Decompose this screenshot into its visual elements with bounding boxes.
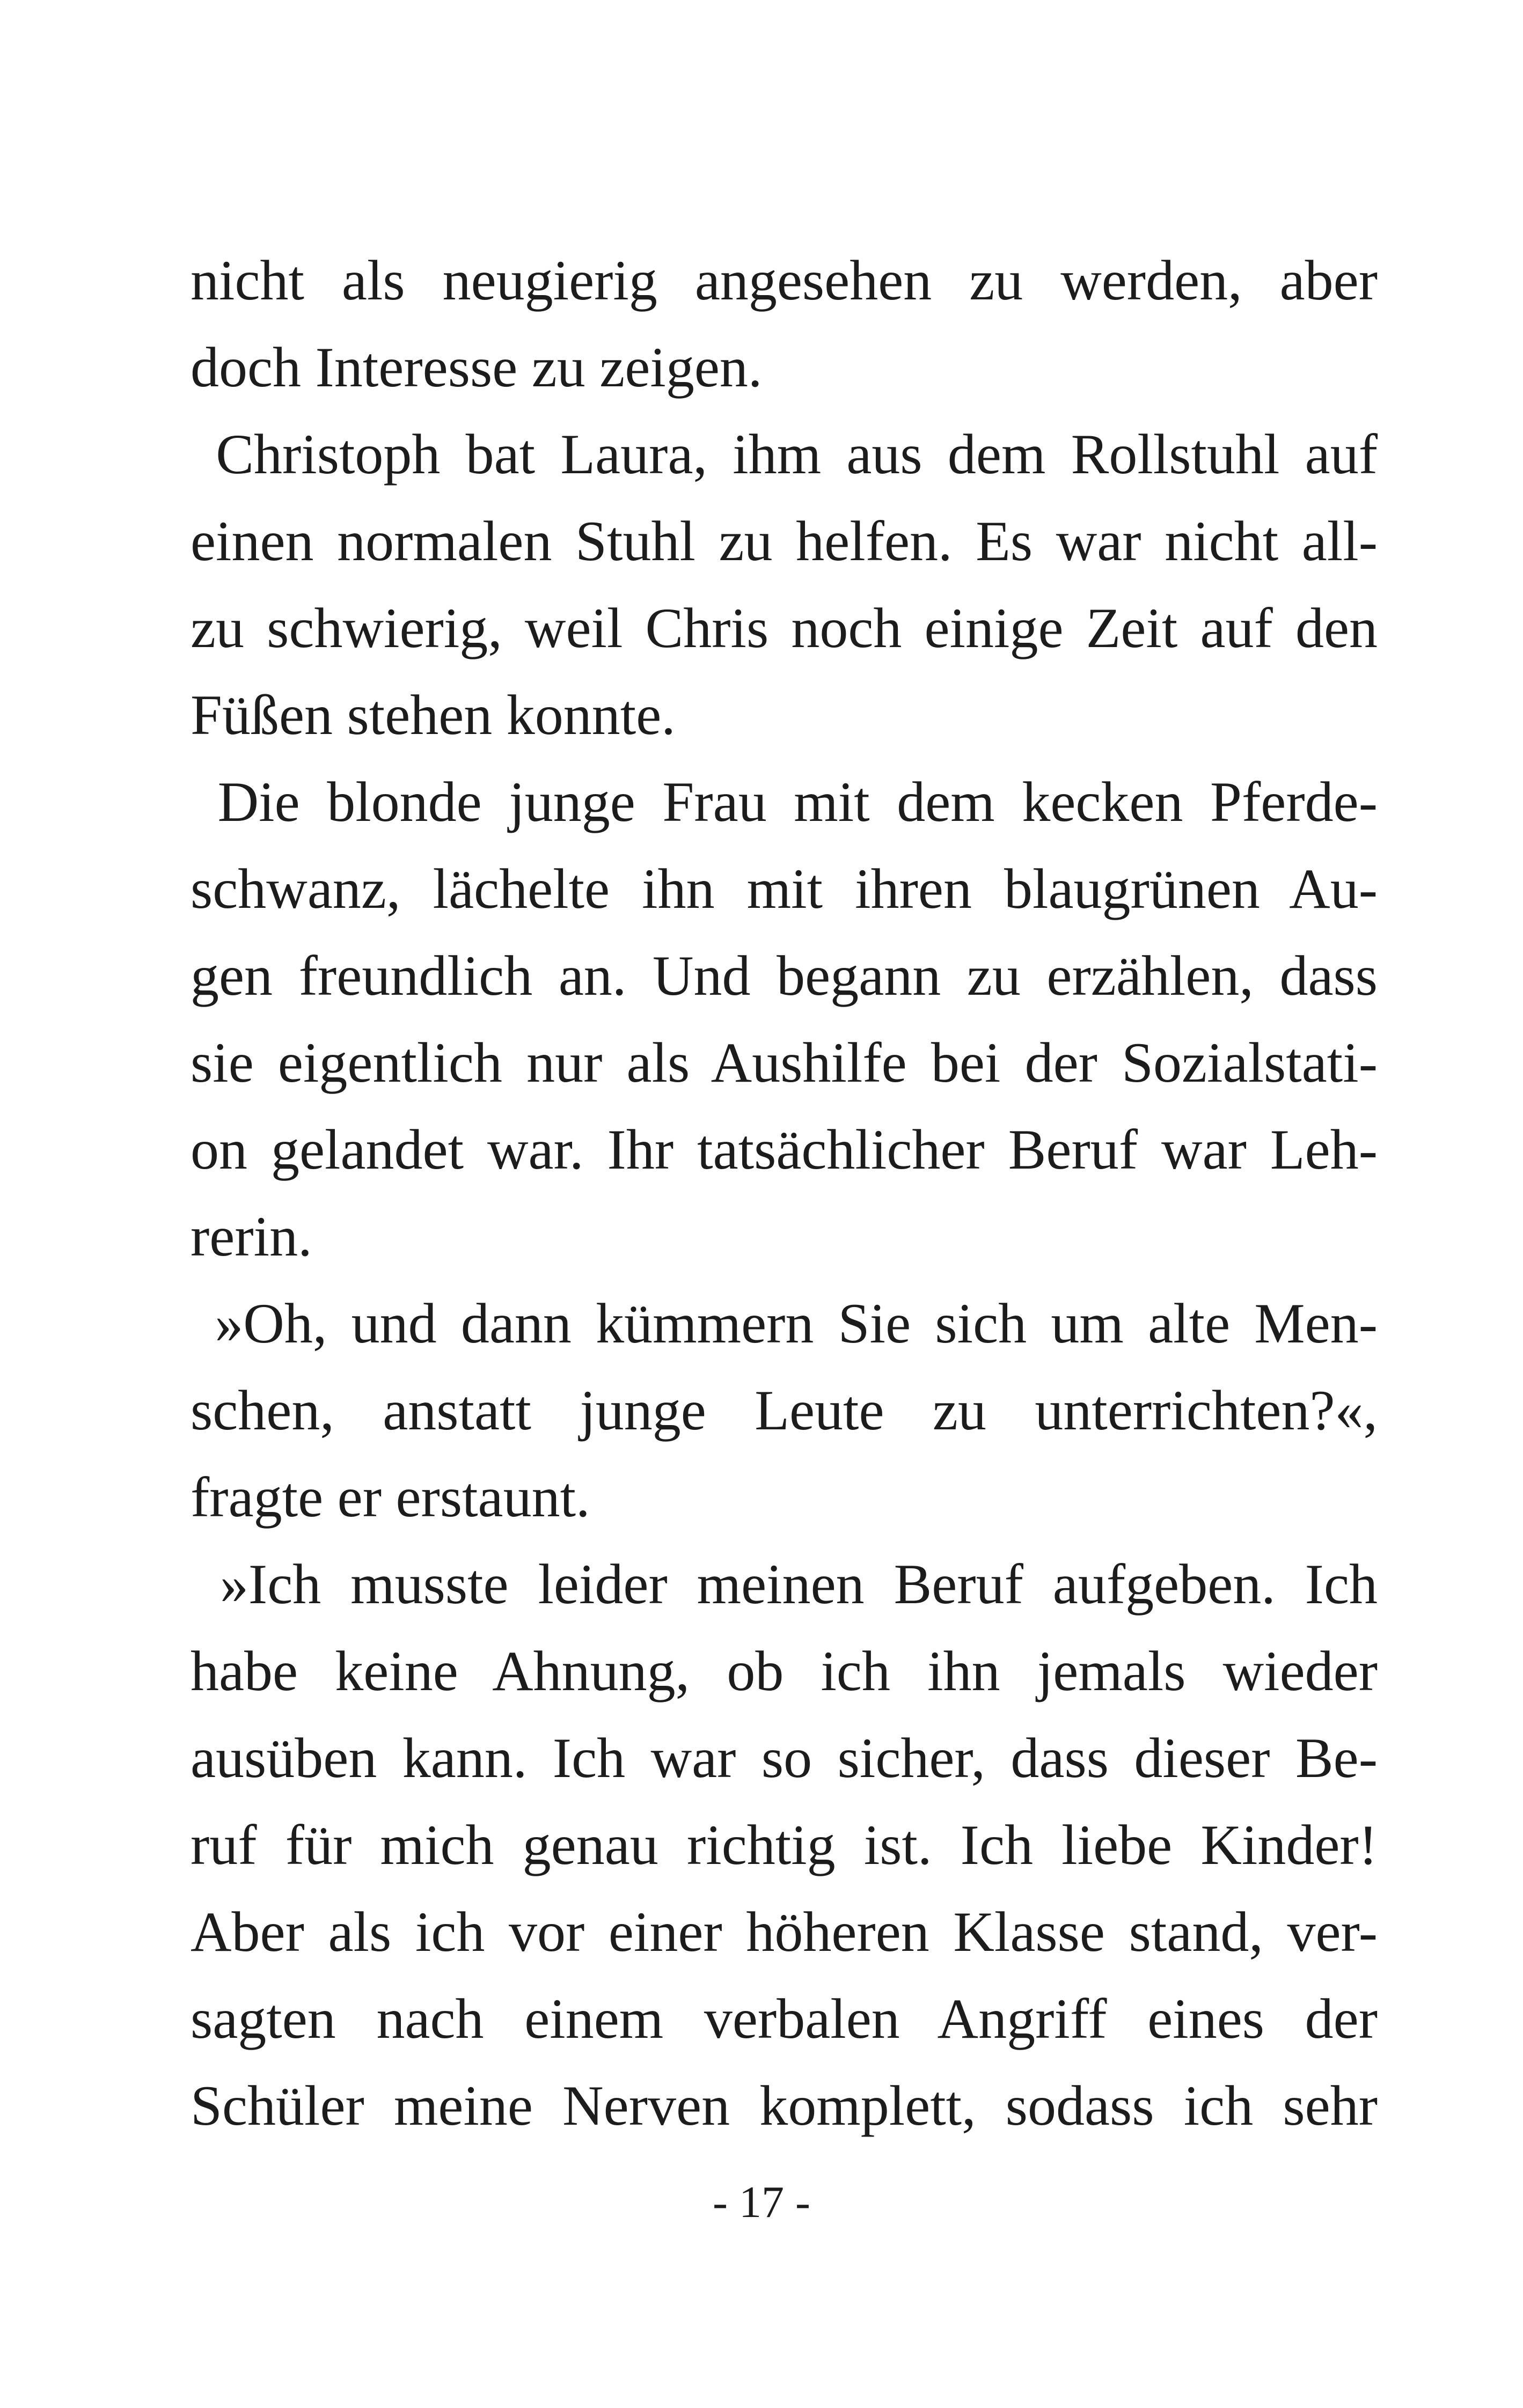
text-line: ruf für mich genau richtig ist. Ich liebe Kinder! [191,1814,1378,1876]
page-number: - 17 - [713,2177,810,2227]
text-line: Christoph bat Laura, ihm aus dem Rollstuhl auf [191,423,1378,486]
text-line: Füßen stehen konnte. [191,684,676,746]
text-line: gen freundlich an. Und begann zu erzählen, dass [191,944,1378,1007]
text-line: doch Interesse zu zeigen. [191,336,763,399]
text-line: schwanz, lächelte ihn mit ihren blaugrünen Au- [191,857,1378,920]
text-line: Die blonde junge Frau mit dem kecken Pferde- [191,770,1378,833]
text-line: on gelandet war. Ihr tatsächlicher Beruf war Leh- [191,1118,1378,1181]
text-line: Schüler meine Nerven komplett, sodass ich sehr [191,2074,1378,2137]
text-line: habe keine Ahnung, ob ich ihn jemals wieder [191,1640,1378,1702]
text-line: fragte er erstaunt. [191,1466,590,1529]
text-line: sie eigentlich nur als Aushilfe bei der Sozialstati- [191,1031,1378,1094]
text-line: nicht als neugierig angesehen zu werden, aber [191,249,1378,312]
text-line: schen, anstatt junge Leute zu unterrichten?«, [191,1379,1378,1442]
text-line: Aber als ich vor einer höheren Klasse stand, ver- [191,1900,1378,1963]
text-line: ausüben kann. Ich war so sicher, dass dieser Be- [191,1727,1378,1789]
text-line: einen normalen Stuhl zu helfen. Es war nicht all- [191,510,1378,572]
text-line: »Oh, und dann kümmern Sie sich um alte Men- [191,1292,1378,1355]
text-line: »Ich musste leider meinen Beruf aufgeben. Ich [191,1553,1378,1616]
text-line: sagten nach einem verbalen Angriff eines der [191,1987,1378,2050]
text-line: zu schwierig, weil Chris noch einige Zeit auf den [191,597,1378,659]
text-line: rerin. [191,1205,312,1268]
body-text [191,237,1378,2149]
